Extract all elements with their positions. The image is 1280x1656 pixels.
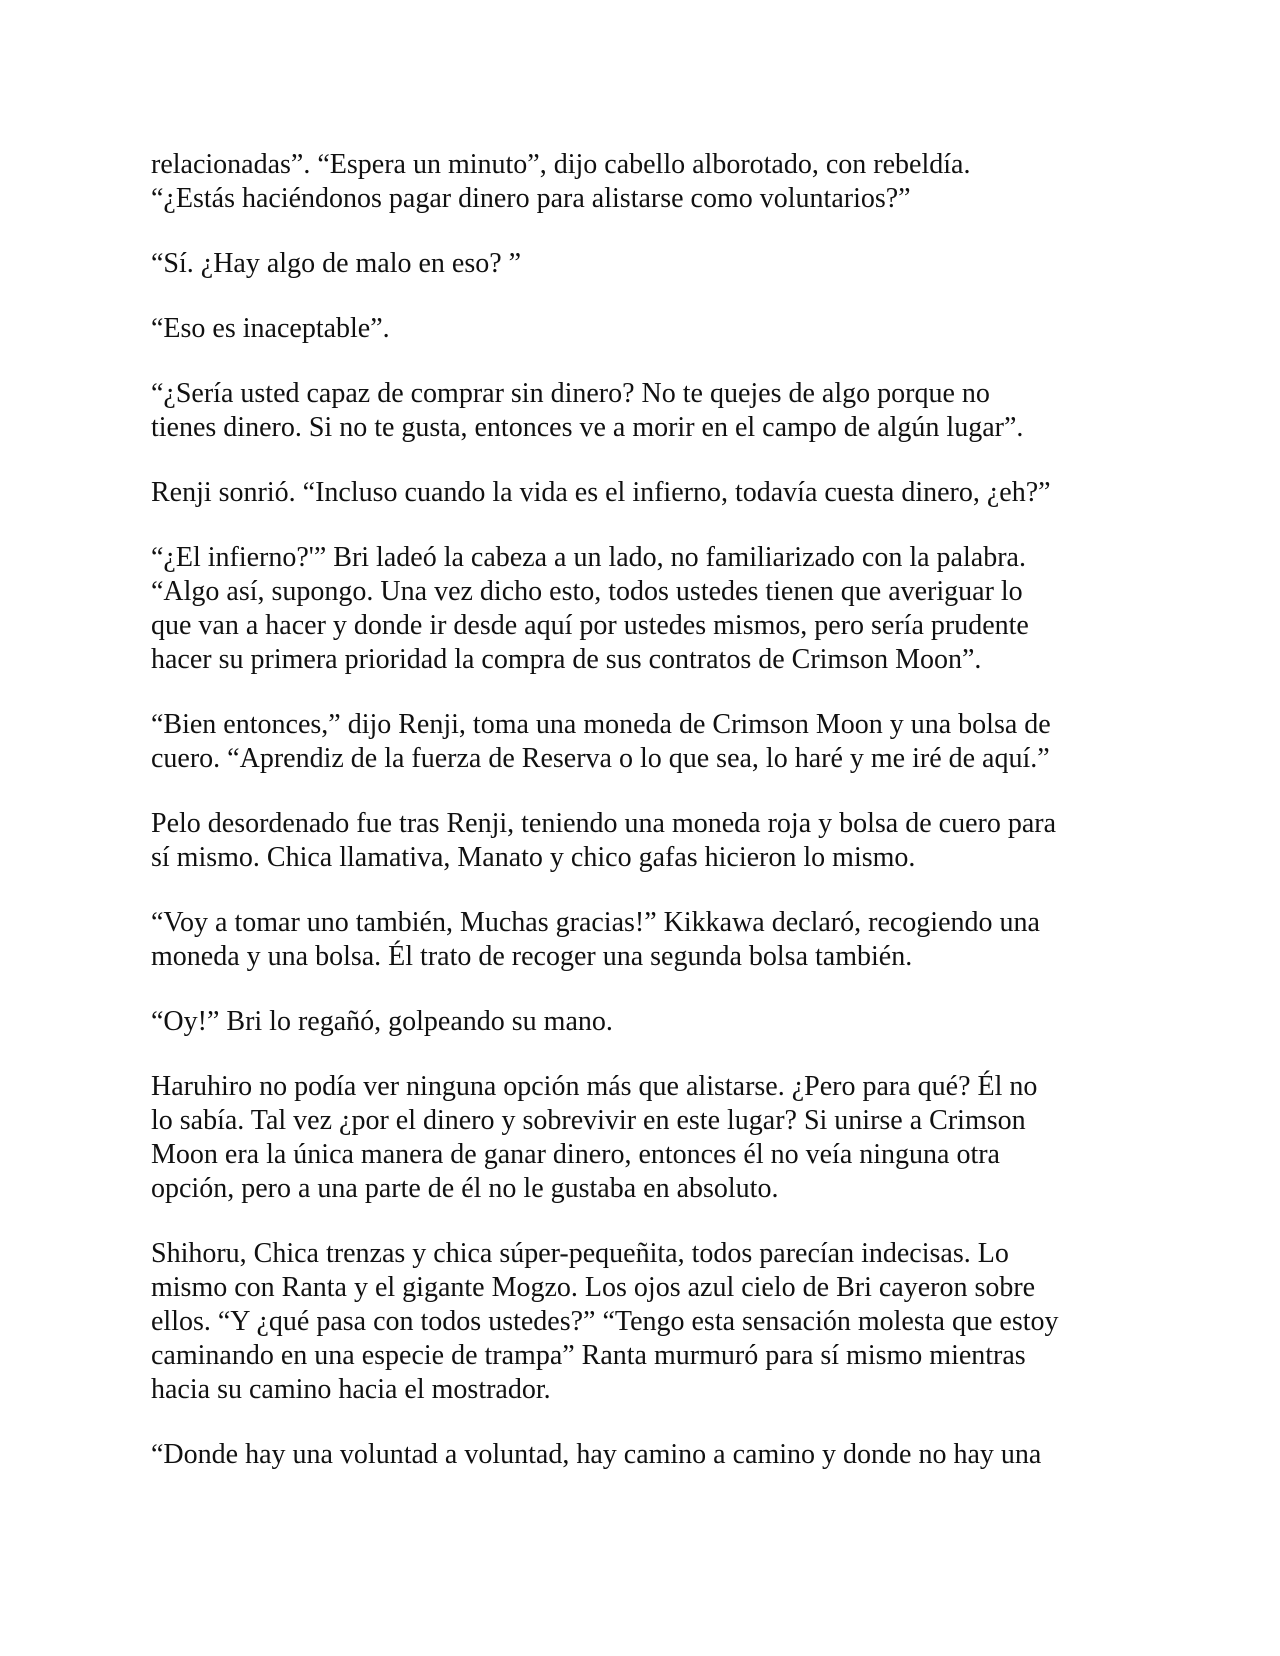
text-line: “¿El infierno?'” Bri ladeó la cabeza a un lado, no familiarizado con la palabra. <box>151 542 1026 573</box>
paragraph <box>151 807 1151 875</box>
paragraph <box>151 906 1151 974</box>
text-line: hacer su primera prioridad la compra de sus contratos de Crimson Moon”. <box>151 644 982 675</box>
text-line: Moon era la única manera de ganar dinero, entonces él no veía ninguna otra <box>151 1139 1000 1170</box>
paragraph <box>151 1438 1151 1472</box>
text-line: sí mismo. Chica llamativa, Manato y chico gafas hicieron lo mismo. <box>151 842 916 873</box>
paragraph <box>151 708 1151 776</box>
paragraph <box>151 1237 1151 1407</box>
text-line: “Voy a tomar uno también, Muchas gracias!” Kikkawa declaró, recogiendo una <box>151 907 1040 938</box>
text-line: tienes dinero. Si no te gusta, entonces ve a morir en el campo de algún lugar”. <box>151 412 1024 443</box>
paragraph <box>151 541 1151 677</box>
paragraph <box>151 148 1151 216</box>
text-line: Renji sonrió. “Incluso cuando la vida es el infierno, todavía cuesta dinero, ¿eh?” <box>151 477 1051 508</box>
text-line: “Sí. ¿Hay algo de malo en eso? ” <box>151 248 522 279</box>
text-line: “Donde hay una voluntad a voluntad, hay camino a camino y donde no hay una <box>151 1439 1042 1470</box>
text-line: Haruhiro no podía ver ninguna opción más que alistarse. ¿Pero para qué? Él no <box>151 1071 1038 1102</box>
text-line: que van a hacer y donde ir desde aquí por ustedes mismos, pero sería prudente <box>151 610 1029 641</box>
paragraph <box>151 312 1151 346</box>
text-line: Pelo desordenado fue tras Renji, teniendo una moneda roja y bolsa de cuero para <box>151 808 1057 839</box>
text-line: “¿Sería usted capaz de comprar sin dinero? No te quejes de algo porque no <box>151 378 990 409</box>
text-line: “Eso es inaceptable”. <box>151 313 390 344</box>
text-line: relacionadas”. “Espera un minuto”, dijo cabello alborotado, con rebeldía. <box>151 149 971 180</box>
text-line: “¿Estás haciéndonos pagar dinero para alistarse como voluntarios?” <box>151 183 911 214</box>
text-line: Shihoru, Chica trenzas y chica súper-pequeñita, todos parecían indecisas. Lo <box>151 1238 1009 1269</box>
paragraph <box>151 1070 1151 1206</box>
text-line: opción, pero a una parte de él no le gustaba en absoluto. <box>151 1173 779 1204</box>
paragraph <box>151 476 1151 510</box>
paragraph <box>151 377 1151 445</box>
paragraph <box>151 247 1151 281</box>
text-line: caminando en una especie de trampa” Ranta murmuró para sí mismo mientras <box>151 1340 1026 1371</box>
paragraph <box>151 1005 1151 1039</box>
text-line: mismo con Ranta y el gigante Mogzo. Los ojos azul cielo de Bri cayeron sobre <box>151 1272 1036 1303</box>
text-line: ellos. “Y ¿qué pasa con todos ustedes?” “Tengo esta sensación molesta que estoy <box>151 1306 1059 1337</box>
text-line: hacia su camino hacia el mostrador. <box>151 1374 551 1405</box>
text-line: “Bien entonces,” dijo Renji, toma una moneda de Crimson Moon y una bolsa de <box>151 709 1051 740</box>
text-line: “Oy!” Bri lo regañó, golpeando su mano. <box>151 1006 613 1037</box>
text-line: “Algo así, supongo. Una vez dicho esto, todos ustedes tienen que averiguar lo <box>151 576 1023 607</box>
body-text <box>151 148 1151 1503</box>
text-line: lo sabía. Tal vez ¿por el dinero y sobrevivir en este lugar? Si unirse a Crimson <box>151 1105 1026 1136</box>
text-line: cuero. “Aprendiz de la fuerza de Reserva o lo que sea, lo haré y me iré de aquí.” <box>151 743 1050 774</box>
text-line: moneda y una bolsa. Él trato de recoger una segunda bolsa también. <box>151 941 913 972</box>
